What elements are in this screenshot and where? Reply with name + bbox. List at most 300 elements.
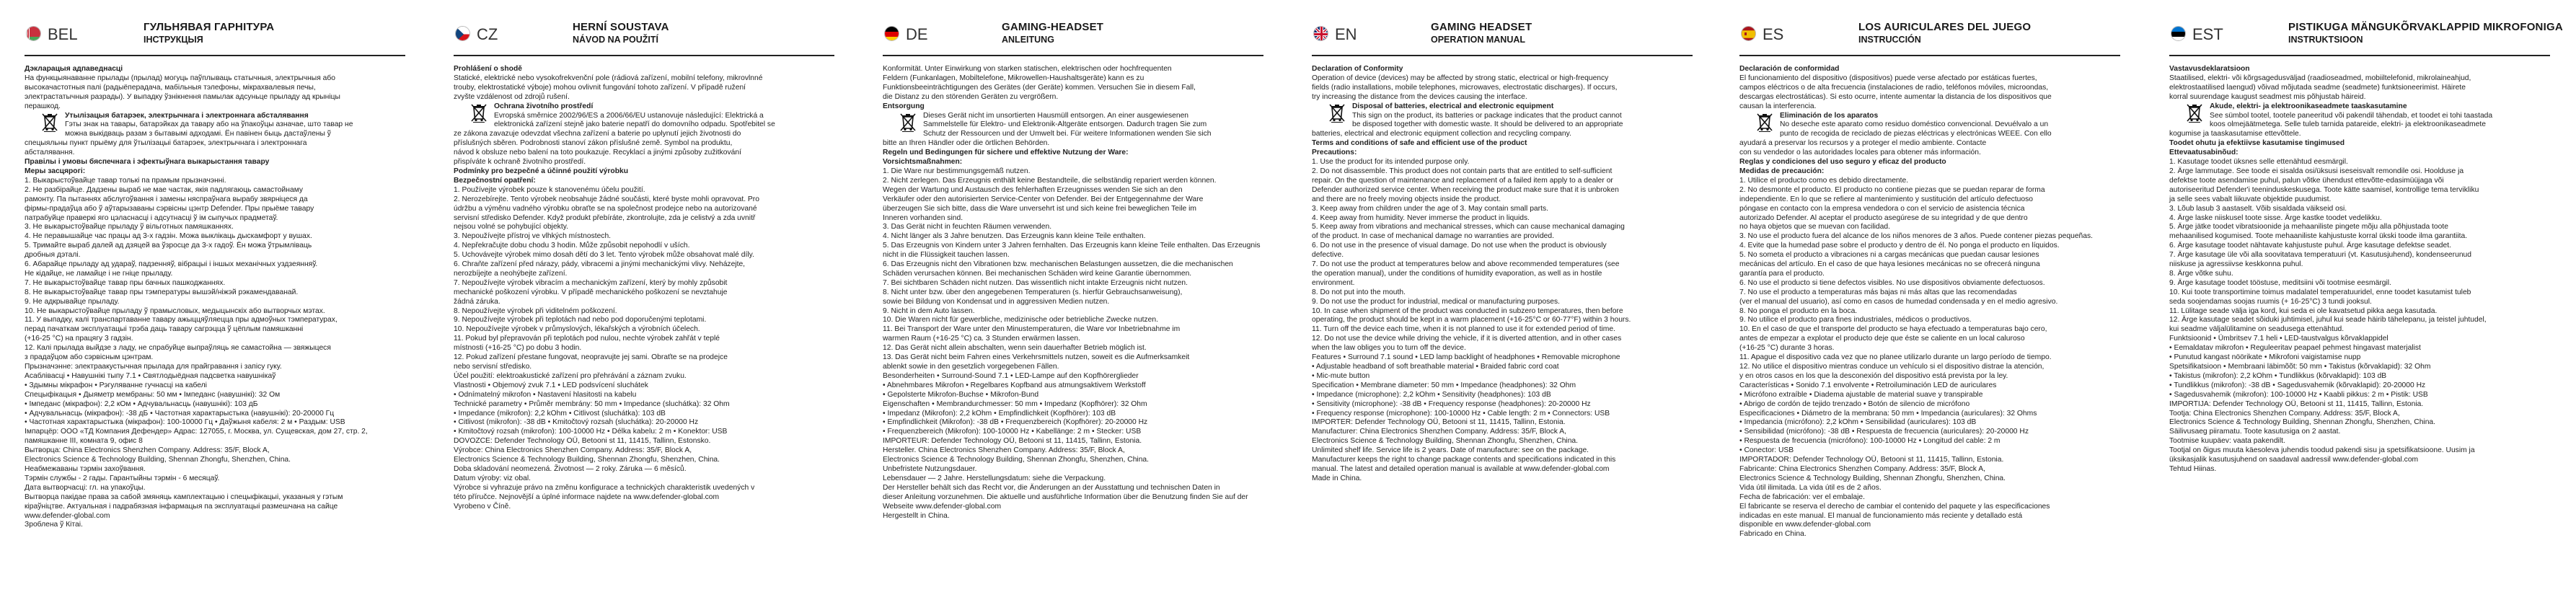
language-code: CZ	[477, 25, 498, 43]
crossed-out-bin-icon	[900, 113, 916, 132]
text-line: Electronics Science & Technology Building, Shennan Zhongfu, Shenzhen, China.	[883, 456, 1150, 464]
text-line: 10. Die Waren nicht für gewerbliche, medizinische oder betriebliche Zwecke nutzen.	[883, 316, 1158, 324]
text-line: and there are no freely moving objects inside the product.	[1312, 195, 1501, 203]
text-line: IMPORTADOR: Defender Technology OÜ, Betooni st 11, 11415, Tallinn, Estonia.	[1739, 456, 2004, 464]
section-heading: Entsorgung	[883, 102, 925, 110]
language-code: DE	[906, 25, 928, 43]
section-heading: Prohlášení o shodě	[454, 65, 522, 73]
text-line: • Sensitivity (microphone): -38 dB • Frequency response (headphones): 20-20000 Hz	[1312, 399, 1591, 408]
text-line: • Micrófono extraíble • Diadema ajustable de material suave y transpirable	[1739, 390, 1983, 399]
text-line: 2. Не разбірайце. Дадзены выраб не мае частак, якія падлягаюць самастойнаму	[25, 185, 304, 194]
text-line: 13. Das Gerät nicht beim Fahren eines Verkehrsmittels nutzen, soweit es die Aufmerksamkeit	[883, 353, 1190, 362]
text-line: the operation manual), under the conditions of humidity evaporation, as well as in hostile	[1312, 269, 1602, 278]
text-line: Schutz der Ressourcen und der Umwelt bei. Für weitere Informationen wenden Sie sich	[923, 130, 1212, 138]
crossed-out-bin-icon	[1329, 104, 1345, 123]
section-heading: Bezpečnostní opatření:	[454, 176, 536, 185]
text-line: El funcionamiento del dispositivo (dispositivos) puede verse afectado por estáticas fuertes,	[1739, 74, 2037, 82]
text-line: DOVOZCE: Defender Technology OÜ, Betooni st 11, 11415, Tallinn, Estonsko.	[454, 437, 711, 446]
text-line: 9. Nicht in dem Auto lassen.	[883, 306, 975, 315]
text-line: nejsou volné se pohybující objekty.	[454, 223, 568, 231]
text-line: El fabricante se reserva el derecho de cambiar el contenido del paquete y las especificaciones	[1739, 502, 2050, 511]
text-line: www.defender-global.com	[25, 511, 110, 520]
text-line: 5. No someta el producto a vibraciones ni a cargas mecánicas que puedan causar lesiones	[1739, 251, 2039, 260]
section-heading: Akude, elektri- ja elektroonikaseadmete taaskasutamine	[2210, 102, 2407, 110]
text-line: • Eemaldatav mikrofon • Reguleeritav peapael pehmest hingavast materjalist	[2169, 344, 2421, 353]
text-line: 7. Не выкарыстоўвайце тавар пры бачных пашкоджаннях.	[25, 278, 226, 287]
text-line: Defender authorized service center. When receiving the product make sure that it is unbroken	[1312, 185, 1619, 194]
text-line: Unbefristete Nutzungsdauer.	[883, 464, 977, 473]
text-line: üksikasjalik kasutusjuhend on saadaval aadressil www.defender-global.com	[2169, 456, 2419, 464]
text-line: Гэты знак на тавары, батарэйках да тавару або на ўпакоўцы азначае, што тавар не	[65, 120, 353, 129]
text-line: antes de empezar a explotar el producto deje que éste se caliente en un local caluroso	[1739, 335, 2025, 343]
text-line: of the product. In case of mechanical damage no warranties are provided.	[1312, 232, 1554, 241]
czech-flag-icon	[455, 26, 470, 41]
text-line: 11. Turn off the device each time, when it is not planned to use it for extended period of time.	[1312, 325, 1615, 334]
text-line: Vyrobeno v Číně.	[454, 502, 511, 511]
text-line: • Здымны мікрафон • Рэгуляванне гучнасці на кабелі	[25, 381, 207, 389]
text-line: 2. Ärge lammutage. See toode ei sisalda osi/üksusi iseseisvalt remondile osi. Hoolduse ja	[2169, 167, 2464, 175]
text-line: 2. Nerozebírejte. Tento výrobek neobsahuje žádné součásti, které byste mohli opravovat. Pro	[454, 195, 759, 203]
text-line: přispíváte k ochraně životního prostředí.	[454, 158, 586, 167]
text-line: 9. Ärge kasutage toodet tööstuse, meditsiini või tootmise eesmärgil.	[2169, 278, 2391, 287]
text-line: této příručce. Nejnovější a úplné informace najdete na www.defender-global.com	[454, 493, 720, 501]
language-column-cz	[439, 0, 850, 605]
text-line: 7. Nepoužívejte výrobek vibracím a mechanickým zařízení, který by mohly způsobit	[454, 278, 728, 287]
text-line: Fabricado en China.	[1739, 530, 1807, 539]
text-line: перад пачаткам эксплуатацыі трэба даць тавару сагрэцца ў цёплым памяшканні	[25, 325, 304, 334]
text-line: 9. Do not use the product for industrial, medical or manufacturing purposes.	[1312, 297, 1560, 306]
text-line: • Adjustable headband of soft breathable material • Braided fabric cord coat	[1312, 363, 1559, 371]
text-line: póngase en contacto con la empresa vendedora o con el servicio de asistencia técnica	[1739, 204, 2025, 213]
text-line: Unlimited shelf life. Service life is 2 years. Date of manufacture: see on the package.	[1312, 446, 1589, 455]
language-column-est	[2155, 0, 2566, 605]
text-line: 7. Do not use the product at temperatures below and above recommended temperatures (see	[1312, 260, 1620, 269]
text-line: Tootmise kuupäev: vaata pakendilt.	[2169, 437, 2285, 446]
text-line: рамонту. Па пытаннях абслугоўвання і замены няспраўнага вырабу звярніцеся да	[25, 195, 308, 203]
text-line: 4. Nepřekračujte dobu chodu 3 hodin. Může způsobit nepohodlí v uších.	[454, 242, 690, 250]
text-line: Electronics Science & Technology Building, Shennan Zhongfu, Shenzhen, China.	[25, 456, 291, 464]
language-code: EST	[2192, 25, 2223, 43]
text-line: údržbu a výměnu vadného výrobku obraťte se na společnost prodejce nebo na autorizované	[454, 204, 757, 213]
text-line: з прадаўцом або сэрвісным цэнтрам.	[25, 353, 154, 362]
text-line: fields (radio installations, mobile telephones, microwaves, electrostatic discharges). If occurs,	[1312, 83, 1618, 92]
text-line: 3. Lõub lasub 3 aastaselt. Võib sisaldada väikseid osi.	[2169, 204, 2347, 213]
text-line: 5. Keep away from vibrations and mechanical stresses, which can cause mechanical damaging	[1312, 223, 1625, 231]
text-line: электрастатычныя разрады). У выпадку ўзнікнення памылак адсуньце прыладу ад крыніцы	[25, 92, 340, 101]
section-heading: Правілы і умовы бяспечнага і эфектыўнага выкарыстання тавару	[25, 158, 270, 167]
document-subtitle: INSTRUCCIÓN	[1858, 35, 1921, 45]
column-header	[454, 0, 834, 56]
text-line: Hergestellt in China.	[883, 511, 950, 520]
text-line: Electronics Science & Technology Building, Shennan Zhongfu, Shenzhen, China.	[1739, 474, 2006, 482]
text-line: Tootjal on õigus muuta käesoleva juhendis toodud pakendi sisu ja spetsifikatsioone. Uusim ja	[2169, 446, 2475, 455]
text-line: 11. У выпадку, калі транспартаванне тавару ажыццяўляецца пры адмоўных тэмпературах,	[25, 316, 338, 324]
section-heading: Disposal of batteries, electrical and electronic equipment	[1352, 102, 1554, 110]
text-line: • Імпеданс (мікрафон): 2,2 кОм • Адчувальнасць (навушнікі): 103 дБ	[25, 399, 258, 408]
text-line: See sümbol tootel, tootele paneeritud või pakendil tähendab, et toodet ei tohi taastada	[2210, 111, 2493, 120]
text-line: 8. No ponga el producto en la boca.	[1739, 306, 1858, 315]
text-line: Evropská směrnice 2002/96/ES a 2006/66/EU ustanovuje následující: Elektrická a	[494, 111, 764, 120]
text-line: 11. Lülitage seade välja iga kord, kui seda ei ole kavatsetud pikka aega kasutada.	[2169, 306, 2438, 315]
section-heading: Podmínky pro bezpečné a účinné použití výrobku	[454, 167, 629, 175]
text-line: dieser Anleitung vorzunehmen. Die aktuelle und ausführliche Information über die Benutzung finden Sie auf der	[883, 493, 1248, 501]
text-line: кіраўніцтве. Актуальная і падрабязная інфармацыя па эксплуатацыі размешчана на сайце	[25, 502, 338, 511]
text-line: • Tundlikkus (mikrofon): -38 dB • Sagedusvahemik (kõrvaklapid): 20-20000 Hz	[2169, 381, 2426, 389]
text-line: 4. Keep away from humidity. Never immerse the product in liquids.	[1312, 213, 1530, 222]
crossed-out-bin-icon	[2187, 104, 2202, 123]
text-line: Спецыфікацыя • Дыяметр мембраны: 50 мм • Імпеданс (навушнікі): 32 Ом	[25, 390, 281, 399]
text-line: koos olmejäätmetega. Selle tuleb tarnida patareide, elektri- ja elektroonikaseadmete	[2210, 120, 2486, 129]
text-line: 8. Не выкарыстоўвайце тавар пры тэмпературы вышэй/ніжэй рэкамендаванай.	[25, 288, 299, 296]
instruction-text	[454, 65, 834, 512]
text-line: 12. Do not use the device while driving the vehicle, if it is diverted attention, and in other cases	[1312, 335, 1622, 343]
text-line: Feldern (Funkanlagen, Mobiltelefone, Mikrowellen-Haushaltsgeräte) kann es zu	[883, 74, 1144, 82]
product-title: HERNÍ SOUSTAVA	[573, 21, 669, 33]
text-line: 2. Do not disassemble. This product does not contain parts that are entitled to self-sufficient	[1312, 167, 1613, 175]
text-line: y en otros casos en los que la desconexión del dispositivo está prevista por la ley.	[1739, 371, 2008, 380]
text-line: Не кідайце, не ламайце і не гніце прыладу.	[25, 269, 173, 278]
text-line: 9. No utilice el producto para fines industriales, médicos o productivos.	[1739, 316, 1972, 324]
text-line: Lebensdauer — 2 Jahre. Herstellungsdatum: siehe die Verpackung.	[883, 474, 1106, 482]
text-line: абсталявання.	[25, 149, 75, 157]
text-line: спецыяльны пункт прыёму для ўтылізацыі батарэек, электрычнага і электроннага	[25, 139, 307, 148]
document-subtitle: ANLEITUNG	[1002, 35, 1054, 45]
text-line: Účel použití: elektroakustické zařízení pro přehrávání a záznam zvuku.	[454, 371, 687, 380]
text-line: 3. Nepoužívejte přístroj ve vlhkých místnostech.	[454, 232, 612, 241]
text-line: nicht in die Flüssigkeit tauchen lassen.	[883, 251, 1010, 260]
text-line: Тэрмін службы - 2 гады. Гарантыйны тэрмін - 6 месяцаў.	[25, 474, 220, 482]
text-line: • Impedanz (Mikrofon): 2,2 kOhm • Empfindlichkeit (Kopfhörer): 103 dB	[883, 409, 1116, 418]
text-line: Funktsioonid • Ümbritsev 7.1 heli • LED-taustvalgus kõrvaklappidel	[2169, 335, 2388, 343]
text-line: (ver el manual del usuario), así como en casos de humedad condensada y en el medio agresivo.	[1739, 297, 2058, 306]
text-line: 9. Nepoužívejte výrobek při teplotách nad nebo pod doporučenými teplotami.	[454, 316, 707, 324]
text-line: 1. Používejte výrobek pouze k stanovenému účelu použití.	[454, 185, 645, 194]
text-line: 5. Ärge jätke toodet vibratsioonide ja mehaaniliste pingete mõju alla põhjustada toote	[2169, 223, 2448, 231]
text-line: (+16-25 °C) на працягу 3 гадзін.	[25, 335, 133, 343]
text-line: punto de recogida de reciclado de piezas eléctricas y electrónicas WEEE. Con ello	[1780, 130, 2052, 138]
text-line: • Abrigo de cordón de tejido trenzado • Botón de silencio de micrófono	[1739, 399, 1970, 408]
product-title: ГУЛЬНЯВАЯ ГАРНІТУРА	[144, 21, 275, 33]
text-line: • Empfindlichkeit (Mikrofon): -38 dB • Frequenzbereich (Kopfhörer): 20-20000 Hz	[883, 418, 1148, 427]
text-line: 11. Pokud byl přepravován při teplotách pod nulou, nechte výrobek zahřát v teplé	[454, 335, 720, 343]
text-line: Eigenschaften • Membrandurchmesser: 50 mm • Impedanz (Kopfhörer): 32 Ohm	[883, 399, 1147, 408]
text-line: • Conector: USB	[1739, 446, 1794, 455]
column-header	[25, 0, 405, 56]
section-heading: Declaration of Conformity	[1312, 65, 1403, 73]
text-line: disponible en www.defender-global.com	[1739, 521, 1871, 529]
text-line: • Citlivost (mikrofon): -38 dB • Kmitočtový rozsah (sluchátka): 20-20000 Hz	[454, 418, 699, 427]
text-line: 10. Не выкарыстоўвайце прыладу ў прамысловых, медыцынскіх або вытворчых мэтах.	[25, 306, 325, 315]
text-line: • Impedance (microphone): 2,2 kOhm • Sensitivity (headphones): 103 dB	[1312, 390, 1551, 399]
text-line: • Frequency response (microphone): 100-10000 Hz • Cable length: 2 m • Connectors: USB	[1312, 409, 1610, 418]
text-line: Staatilised, elektri- või kõrgsagedusväljad (raadioseadmed, mobiiltelefonid, mikrolaineahjud,	[2169, 74, 2471, 82]
text-line: 9. Не адкрывайце прыладу.	[25, 297, 120, 306]
text-line: 5. Тримайте выраб далей ад дзяцей ва ўзросце да 3-х гадоў. Ён можа ўтрымліваць	[25, 242, 312, 250]
text-line: ablenkt sowie in den gesetzlich vorgegebenen Fällen.	[883, 363, 1059, 371]
text-line: 4. Nicht länger als 3 Jahre benutzen. Das Erzeugnis kann kleine Teile enthalten.	[883, 232, 1146, 241]
text-line: Der Hersteller behält sich das Recht vor, die Änderungen an der Ausstattung und technischen Daten in	[883, 483, 1220, 492]
text-line: 12. Pokud zařízení přestane fungovat, neopravujte jej sami. Obraťte se na prodejce	[454, 353, 728, 362]
text-line: independiente. En lo que se refiere al mantenimiento y sustitución del artículo defectuoso	[1739, 195, 2033, 203]
text-line: • Impedance (mikrofon): 2,2 kOhm • Citlivost (sluchátka): 103 dB	[454, 409, 666, 418]
text-line: ja selle sees vabalt liikuvate objektide puudumist.	[2169, 195, 2332, 203]
text-line: kogumise ja taaskasutamise ettevõttele.	[2169, 130, 2301, 138]
text-line: Зроблена ў Кітаі.	[25, 521, 83, 529]
text-line: campos eléctricos o de alta frecuencia (instalaciones de radio, teléfonos móviles, microondas,	[1739, 83, 2049, 92]
text-line: • Частотная характарыстыка (мікрафон): 100-10000 Гц • Даўжыня кабеля: 2 м • Раздым: USB	[25, 418, 345, 427]
instruction-text	[1739, 65, 2120, 539]
text-line: 4. Не перавышайце час працы ад 3-х гадзін. Можа выклікаць дыскамфорт у вушах.	[25, 232, 312, 241]
text-line: памяшканне III, комната 9, офис 8	[25, 437, 143, 446]
text-line: Electronics Science & Technology Building, Shennan Zhongfu, Shenzhen, China.	[454, 456, 720, 464]
text-line: überzeugen Sie sich bitte, dass die Ware unversehrt ist und sich keine frei beweglichen Teile im	[883, 204, 1196, 213]
text-line: místnosti (+16-25 °C) po dobu 3 hodin.	[454, 344, 582, 353]
text-line: 3. Das Gerät nicht in feuchten Räumen verwenden.	[883, 223, 1052, 231]
uk-flag-icon	[1313, 26, 1328, 41]
text-line: 4. Ärge laske niiskusel toote sisse. Ärge kastke toodet vedelikku.	[2169, 213, 2382, 222]
text-line: Wegen der Wartung und Austausch des fehlerhaften Erzeugnisses wenden Sie sich an den	[883, 185, 1183, 194]
text-line: Webseite www.defender-global.com	[883, 502, 1002, 511]
text-line: Прызначэнне: электраакустычная прылада для прайгравання і запісу гуку.	[25, 363, 282, 371]
text-line: Electronics Science & Technology Building, Shennan Zhongfu, Shenzhen, China.	[2169, 418, 2436, 427]
text-line: This sign on the product, its batteries or package indicates that the product cannot	[1352, 111, 1622, 120]
text-line: mechanické poškození výrobku. V případě mechanického poškození se nevztahuje	[454, 288, 728, 296]
section-heading: Precautions:	[1312, 149, 1357, 157]
text-line: Вытворца: China Electronics Shenzhen Company. Address: 35/F, Block A,	[25, 446, 270, 455]
text-line: try increasing the distance from the devices causing the interface.	[1312, 92, 1527, 101]
belarus-flag-icon	[26, 26, 41, 41]
text-line: 8. Do not put into the mouth.	[1312, 288, 1406, 296]
column-header	[2169, 0, 2563, 56]
text-line: 12. Das Gerät nicht allein abschalten, wenn sein dauerhafter Betrieb möglich ist.	[883, 344, 1147, 353]
text-line: 2. No desmonte el producto. El producto no contiene piezas que se puedan reparar de forma	[1739, 185, 2045, 194]
text-line: mecánicas del artículo. En el caso de que haya lesiones mecánicas no se ofrecerá ninguna	[1739, 260, 2040, 269]
text-line: 12. Калі прылада выйдзе з ладу, не спрабуйце выпраўляць яе самастойна — звяжыцеся	[25, 344, 331, 353]
text-line: Tehtud Hiinas.	[2169, 464, 2217, 473]
text-line: 10. Nepoužívejte výrobek v průmyslových, lékařských a výrobních účelech.	[454, 325, 700, 334]
text-line: • Impedancia (micrófono): 2,2 kOhm • Sensibilidad (auriculares): 103 dB	[1739, 418, 1977, 427]
text-line: návod k obsluze nebo balení na toto poukazuje. Recyklací a jinými způsoby zužitkování	[454, 149, 741, 157]
text-line: 5. Das Erzeugnis von Kindern unter 3 Jahren fernhalten. Das Erzeugnis kann kleine Teile enthalten. Das Erzeugnis	[883, 242, 1261, 250]
product-title: PISTIKUGA MÄNGUKÕRVAKLAPPID MIKROFONIGA	[2288, 21, 2563, 33]
text-line: • Sagedusvahemik (mikrofon): 100-10000 Hz • Kaabli pikkus: 2 m • Pistik: USB	[2169, 390, 2428, 399]
text-line: высокачастотныя палі (радыёперадача, мабільныя тэлефоны, мікрахвалевыя печы,	[25, 83, 316, 92]
text-line: autoriseeritud Defender'i teeninduskeskusega. Toote kätte saamisel, kontrollige tema tervikliku	[2169, 185, 2479, 194]
text-line: 1. Die Ware nur bestimmungsgemäß nutzen.	[883, 167, 1031, 175]
text-line: causan la interferencia.	[1739, 102, 1817, 110]
text-line: sowie bei Bildung von Kondensat und in aggressiven Medien nutzen.	[883, 297, 1110, 306]
text-line: Вытворца пакідае права за сабой змяняць камплектацыю і спецыфікацыі, указаныя у гэтым	[25, 493, 343, 501]
text-line: 7. No use el producto a temperaturas más bajas ni más altas que las recomendadas	[1739, 288, 2017, 296]
text-line: Vlastnosti • Objemový zvuk 7.1 • LED podsvícení sluchátek	[454, 381, 648, 389]
text-line: 1. Use the product for its intended purpose only.	[1312, 158, 1470, 167]
text-line: Besonderheiten • Surround-Sound 7.1 • LED-Lampe auf den Kopfhörerglieder	[883, 371, 1139, 380]
text-line: defective.	[1312, 251, 1344, 260]
text-line: con su vendedor o las autoridades locales para obtener más información.	[1739, 149, 1981, 157]
text-line: be disposed together with domestic waste. It should be delivered to an appropriate	[1352, 120, 1623, 129]
document-subtitle: INSTRUKTSIOON	[2288, 35, 2363, 45]
text-line: (+16-25 °C) durante 3 horas.	[1739, 344, 1835, 353]
text-line: Vida útil ilimitada. La vida útil es de 2 años.	[1739, 483, 1882, 492]
text-line: Inneren vorhanden sind.	[883, 213, 963, 222]
text-line: Неабмежаваны тэрмін захоўвання.	[25, 464, 146, 473]
text-line: • Punutud kangast nöörikate • Mikrofoni vaigistamise nupp	[2169, 353, 2361, 362]
text-line: Manufacturer: China Electronics Shenzhen Company. Address: 35/F, Block A,	[1312, 428, 1566, 436]
text-line: seda soojendamas soojas ruumis (+ 16-25°C) 3 tundi jooksul.	[2169, 297, 2372, 306]
crossed-out-bin-icon	[42, 113, 58, 132]
crossed-out-bin-icon	[1757, 113, 1773, 132]
text-line: operating, the product should be kept in a warm placement (+16-25°C or 60-77°F) within 3 hours.	[1312, 316, 1631, 324]
text-line: Konformität. Unter Einwirkung von starken statischen, elektrischen oder hochfrequenten	[883, 65, 1172, 73]
product-title: GAMING HEADSET	[1431, 21, 1532, 33]
text-line: Dieses Gerät nicht im unsortierten Hausmüll entsorgen. An einer ausgewiesenen	[923, 111, 1189, 120]
text-line: • Адчувальнасць (мікрафон): -38 дБ • Частотная характарыстыка (навушнікі): 20-20000 Гц	[25, 409, 335, 418]
germany-flag-icon	[884, 26, 899, 41]
text-line: korral suurendage kaugust seadmest mis põhjustab häireid.	[2169, 92, 2366, 101]
text-line: IMPORTER: Defender Technology OÜ, Betooni st 11, 11415, Tallinn, Estonia.	[1312, 418, 1566, 427]
text-line: На функцыянаванне прылады (прылад) могуць паўплываць статычныя, электрычныя або	[25, 74, 335, 82]
text-line: příslušných sběren. Podrobnosti stanoví zákon příslušné země. Symbol na produktu,	[454, 139, 733, 148]
text-line: перашкод.	[25, 102, 61, 110]
section-heading: Ettevaatusabinõud:	[2169, 149, 2238, 157]
text-line: • Kmitočtový rozsah (mikrofon): 100-10000 Hz • Délka kabelu: 2 m • Konektor: USB	[454, 428, 728, 436]
text-line: 7. Bei sichtbaren Schäden nicht nutzen. Das wissentlich nicht intakte Erzeugnis nicht nutzen.	[883, 278, 1188, 287]
section-heading: Declaración de conformidad	[1739, 65, 1840, 73]
text-line: 7. Ärge kasutage üle või alla soovitatava temperatuuri (vt. Kasutusjuhend), kondenseerunud	[2169, 251, 2471, 260]
text-line: elektronická zařízení stejně jako baterie nepatří do domovního odpadu. Spotřebitel se	[494, 120, 775, 129]
crossed-out-bin-icon	[471, 104, 487, 123]
language-column-bel	[10, 0, 421, 605]
text-line: 11. Bei Transport der Ware unter den Minustemperaturen, die Ware vor Inbetriebnahme im	[883, 325, 1181, 334]
text-line: фірмы-прадаўца або ў аўтарызаваны сэрвісны цэнтр Defender. Пры прыёме тавару	[25, 204, 314, 213]
text-line: • Mic-mute button	[1312, 371, 1370, 380]
text-line: Sammelstelle für Elektro- und Elektronik-Altgeräte entsorgen. Dadurch tragen Sie zum	[923, 120, 1207, 129]
text-line: дробныя дэталі.	[25, 251, 81, 260]
text-line: 1. Kasutage toodet üksnes selle ettenähtud eesmärgil.	[2169, 158, 2348, 167]
text-line: ze zákona zavazuje odevzdat všechna zařízení a baterie po uplynutí jejich životnosti do	[454, 130, 741, 138]
document-subtitle: OPERATION MANUAL	[1431, 35, 1526, 45]
instruction-text	[2169, 65, 2550, 474]
text-line: No deseche este aparato como residuo doméstico convencional. Devuélvalo a un	[1780, 120, 2049, 129]
text-line: IMPORTIJA: Defender Technology OÜ, Betooni st 11, 11415, Tallinn, Estonia.	[2169, 399, 2424, 408]
text-line: Säilivusaeg piiramatu. Toote kasutusiga on 2 aastat.	[2169, 428, 2341, 436]
document-subtitle: ІНСТРУКЦЫЯ	[144, 35, 203, 45]
text-line: Electronics Science & Technology Building, Shennan Zhongfu, Shenzhen, China.	[1312, 437, 1579, 446]
text-line: 10. In case when shipment of the product was conducted in subzero temperatures, then before	[1312, 306, 1623, 315]
text-line: Statické, elektrické nebo vysokofrekvenční pole (rádiová zařízení, mobilní telefony, mikrovlnné	[454, 74, 763, 82]
language-column-en	[1297, 0, 1708, 605]
text-line: 12. No utilice el dispositivo mientras conduce un vehículo si el dispositivo distrae la atención,	[1739, 363, 2045, 371]
text-line: • Gepolsterte Mikrofon-Buchse • Mikrofon-Bund	[883, 390, 1039, 399]
text-line: Fabricante: China Electronics Shenzhen Company. Address: 35/F, Block A,	[1739, 464, 1985, 473]
text-line: defektse toote asendamise puhul, palun võtke ühendust ettevõtte-edasimüüjaga või	[2169, 176, 2444, 185]
text-line: • Frequenzbereich (Mikrofon): 100-10000 Hz • Kabellänge: 2 m • Stecker: USB	[883, 428, 1142, 436]
text-line: IMPORTEUR: Defender Technology OÜ, Betooni st 11, 11415, Tallinn, Estonia.	[883, 437, 1142, 446]
language-column-es	[1725, 0, 2136, 605]
section-heading: Terms and conditions of safe and efficient use of the product	[1312, 139, 1527, 148]
text-line: Дата вытворчасці: гл. на упакоўцы.	[25, 483, 146, 492]
text-line: warmen Raum (+16-25 °C) ca. 3 Stunden erwärmen lassen.	[883, 335, 1080, 343]
product-title: LOS AURICULARES DEL JUEGO	[1858, 21, 2032, 33]
section-heading: Меры засцярогі:	[25, 167, 86, 175]
text-line: ayudará a preservar los recursos y a proteger el medio ambiente. Contacte	[1739, 139, 1987, 148]
section-heading: Eliminación de los aparatos	[1780, 111, 1879, 120]
text-line: Fecha de fabricación: ver el embalaje.	[1739, 493, 1865, 501]
text-line: • Sensibilidad (micrófono): -38 dB • Respuesta de frecuencia (auriculares): 20-20000 Hz	[1739, 428, 2029, 436]
text-line: niiskuse ja agressiivse keskkonna puhul.	[2169, 260, 2303, 269]
text-line: elektrostaatilised laengud) võivad mõjutada seadme (seadmete) funktsioneerimist. Häirete	[2169, 83, 2466, 92]
text-line: Výrobce si vyhrazuje právo na změnu konfigurace a technických charakteristik uvedených v	[454, 483, 755, 492]
text-line: 3. No use el producto fuera del alcance de los niños menores de 3 años. Puede contener piezas pequeñas.	[1739, 232, 2094, 241]
text-line: 8. Ärge võtke suhu.	[2169, 269, 2233, 278]
text-line: 6. Chraňte zařízení před nárazy, pády, vibracemi a jinými mechanickými vlivy. Neházejte,	[454, 260, 746, 269]
text-line: 12. Ärge kasutage seadet sõiduki juhtimisel, juhul kui seade häirib tähelepanu, ja teistel juhtudel,	[2169, 316, 2487, 324]
text-line: 6. Do not use in the presence of visual damage. Do not use when the product is obviously	[1312, 242, 1607, 250]
text-line: trouby, elektrostatické výboje) mohou ovlivnit fungování tohoto zařízení. V případě ružení	[454, 83, 746, 92]
text-line: die Distanz zu den störenden Geräten zu vergrößern.	[883, 92, 1059, 101]
text-line: Operation of device (devices) may be affected by strong static, electrical or high-frequency	[1312, 74, 1609, 82]
text-line: when the law obliges you to turn off the device.	[1312, 344, 1466, 353]
text-line: Specification • Membrane diameter: 50 mm • Impedance (headphones): 32 Ohm	[1312, 381, 1576, 389]
product-title: GAMING-HEADSET	[1002, 21, 1104, 33]
text-line: Schäden verursachen können. Bei mechanischen Schäden wird keine Garantie übernommen.	[883, 269, 1192, 278]
text-line: žádná záruka.	[454, 297, 500, 306]
text-line: Technické parametry • Průměr membrány: 50 mm • Impedance (sluchátka): 32 Ohm	[454, 399, 730, 408]
instruction-text	[883, 65, 1263, 521]
instruction-text	[25, 65, 405, 530]
text-line: • Abnehmbares Mikrofon • Regelbares Kopfband aus atmungsaktivem Werkstoff	[883, 381, 1146, 389]
column-header	[1739, 0, 2120, 56]
text-line: Manufacturer keeps the right to change package contents and specifications indicated in this	[1312, 456, 1616, 464]
section-heading: Vorsichtsmaßnahmen:	[883, 158, 963, 167]
text-line: Імпарцёр: ООО «ТД Компания Дефендер» Адрас: 127055, г. Москва, ул. Сущевская, дом 27, стр. 2,	[25, 428, 368, 436]
text-line: 11. Apague el dispositivo cada vez que no planee utilizarlo durante un largo período de tiempo.	[1739, 353, 2052, 362]
text-line: manual. The latest and detailed operation manual is available at www.defender-global.com	[1312, 464, 1610, 473]
text-line: batteries, electrical and electronic equipment collection and recycling company.	[1312, 130, 1571, 138]
text-line: Hersteller. China Electronics Shenzhen Company. Address: 35/F, Block A,	[883, 446, 1125, 455]
text-line: 8. Nicht unter bzw. über den angegebenen Temperaturen (s. hierfür Gebrauchsanweisung),	[883, 288, 1183, 296]
text-line: Datum výroby: viz obal.	[454, 474, 531, 482]
document-subtitle: NÁVOD NA POUŽITÍ	[573, 35, 658, 45]
text-line: 3. Не выкарыстоўвайце прыладу ў вільготных памяшканнях.	[25, 223, 234, 231]
text-line: Spetsifikatsioon • Membraani läbimõõt: 50 mm • Takistus (kõrvaklapid): 32 Ohm	[2169, 363, 2431, 371]
text-line: 6. Ärge kasutage toodet nähtavate kahjustuste puhul. Ärge kasutage defektse seadet.	[2169, 242, 2451, 250]
text-line: Features • Surround 7.1 sound • LED lamp backlight of headphones • Removable microphone	[1312, 353, 1620, 362]
text-line: • Takistus (mikrofon): 2,2 kOhm • Tundlikkus (kõrvaklapid): 103 dB	[2169, 371, 2387, 380]
language-code: EN	[1335, 25, 1357, 43]
text-line: servisní středisko Defender. Když produkt přebíráte, zkontrolujte, zda je celistvý a zda uvnitř	[454, 213, 756, 222]
section-heading: Vastavusdeklaratsioon	[2169, 65, 2250, 73]
text-line: 6. No use el producto si tiene defectos visibles. No use dispositivos obviamente defectuosos.	[1739, 278, 2045, 287]
language-code: BEL	[48, 25, 78, 43]
estonia-flag-icon	[2171, 26, 2186, 41]
text-line: • Odnímatelný mikrofon • Nastavení hlasitosti na kabelu	[454, 390, 637, 399]
text-line: repair. On the question of maintenance and replacement of a failed item apply to a dealer or	[1312, 176, 1613, 185]
column-header	[883, 0, 1263, 56]
text-line: nebo servisní středisko.	[454, 363, 532, 371]
text-line: 2. Nicht zerlegen. Das Erzeugnis enthält keine Bestandteile, die selbständig repariert werden können.	[883, 176, 1217, 185]
text-line: autorizado Defender. Al aceptar el producto asegúrese de su integridad y de que dentro	[1739, 213, 2028, 222]
language-column-de	[868, 0, 1279, 605]
text-line: garantía para el producto.	[1739, 269, 1825, 278]
text-line: Tootja: China Electronics Shenzhen Company. Address: 35/F, Block A,	[2169, 409, 2400, 418]
text-line: Асаблівасці • Навушнікі тыпу 7.1 • Святлодыёдная падсветка навушнікаў	[25, 371, 276, 380]
section-heading: Regeln und Bedingungen für sichere und effektive Nutzung der Ware:	[883, 149, 1129, 157]
text-line: 3. Keep away from children under the age of 3. May contain small parts.	[1312, 204, 1548, 213]
text-line: Características • Sonido 7.1 envolvente • Retroiluminación LED de auriculares	[1739, 381, 1997, 389]
text-line: 6. Das Erzeugnis nicht den Vibrationen bzw. mechanischen Belastungen aussetzen, die die mechanischen	[883, 260, 1233, 269]
section-heading: Toodet ohutu ja efektiivse kasutamise tingimused	[2169, 139, 2345, 148]
